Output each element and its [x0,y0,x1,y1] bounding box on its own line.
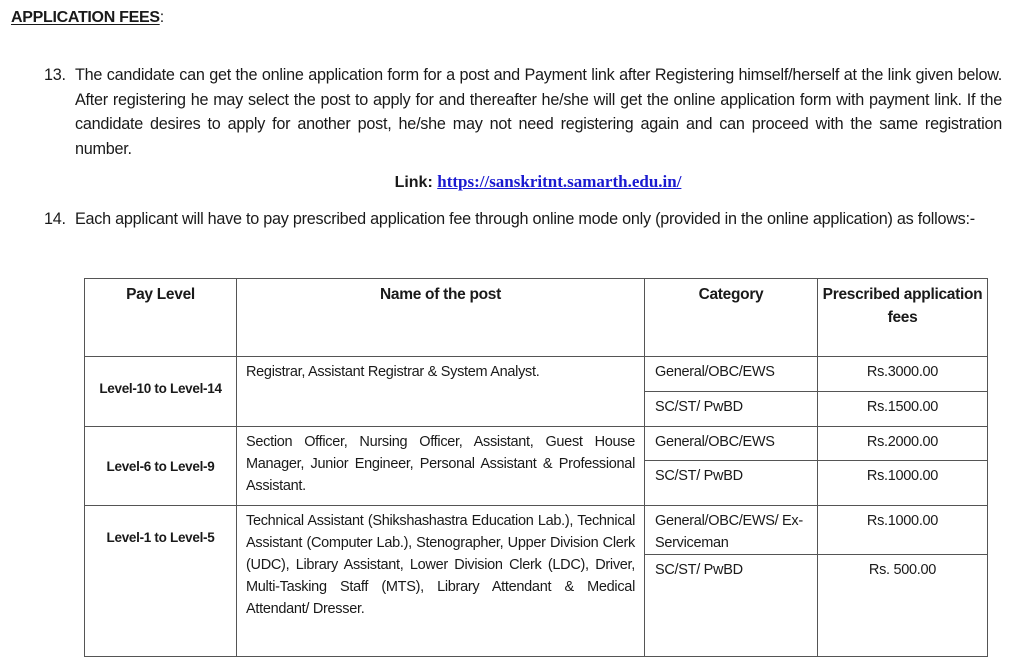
header-pay-level: Pay Level [85,279,237,357]
table-row [85,357,988,392]
link-line [0,172,1024,192]
pay-level-cell: Level-6 to Level-9 [85,427,237,506]
link-label: Link: [394,174,433,191]
fee-cell: Rs.3000.00 [818,357,988,392]
registration-link[interactable]: https://sanskritnt.samarth.edu.in/ [437,172,682,191]
paragraph-text: The candidate can get the online application form for a post and Payment link after Registering himself/herself at the link given below. After registering he may select the post to apply for and thereafter he/she will get the online application form with payment link. If the candidate desires to apply for another post, he/she may not need registering again and can proceed with the same registration number. [75,66,1002,158]
header-post-name: Name of the post [237,279,645,357]
fees-table [84,278,988,657]
category-cell: SC/ST/ PwBD [645,461,818,506]
table-row [85,506,988,555]
pay-level-cell: Level-10 to Level-14 [85,357,237,427]
paragraph-number: 13. [44,66,66,84]
paragraph-number: 14. [44,210,66,228]
post-names-cell: Section Officer, Nursing Officer, Assistant, Guest House Manager, Junior Engineer, Personal Assistant & Professional Assistant. [237,427,645,506]
section-heading [11,9,164,27]
pay-level-cell: Level-1 to Level-5 [85,506,237,657]
category-cell: General/OBC/EWS [645,427,818,461]
category-cell: General/OBC/EWS/ Ex-Serviceman [645,506,818,555]
table-header-row [85,279,988,357]
paragraph-13 [44,63,1002,161]
category-cell: SC/ST/ PwBD [645,392,818,427]
header-fees: Prescribed application fees [818,279,988,357]
heading-colon: : [159,9,164,26]
fee-cell: Rs.2000.00 [818,427,988,461]
paragraph-14 [44,207,1002,232]
category-cell: SC/ST/ PwBD [645,555,818,657]
heading-title: APPLICATION FEES [11,9,160,26]
fee-cell: Rs. 500.00 [818,555,988,657]
fee-cell: Rs.1500.00 [818,392,988,427]
table-row [85,427,988,461]
post-names-cell: Technical Assistant (Shikshashastra Education Lab.), Technical Assistant (Computer Lab.), Stenographer, Upper Division Clerk (UDC), Library Assistant, Lower Division Clerk (LDC), Driver, Multi-Tasking Staff (MTS), Library Attendant & Medical Attendant/ Dresser. [237,506,645,657]
header-category: Category [645,279,818,357]
post-names-cell: Registrar, Assistant Registrar & System Analyst. [237,357,645,427]
category-cell: General/OBC/EWS [645,357,818,392]
paragraph-text: Each applicant will have to pay prescribed application fee through online mode only (provided in the online application) as follows:- [75,210,975,228]
fee-cell: Rs.1000.00 [818,461,988,506]
fee-cell: Rs.1000.00 [818,506,988,555]
